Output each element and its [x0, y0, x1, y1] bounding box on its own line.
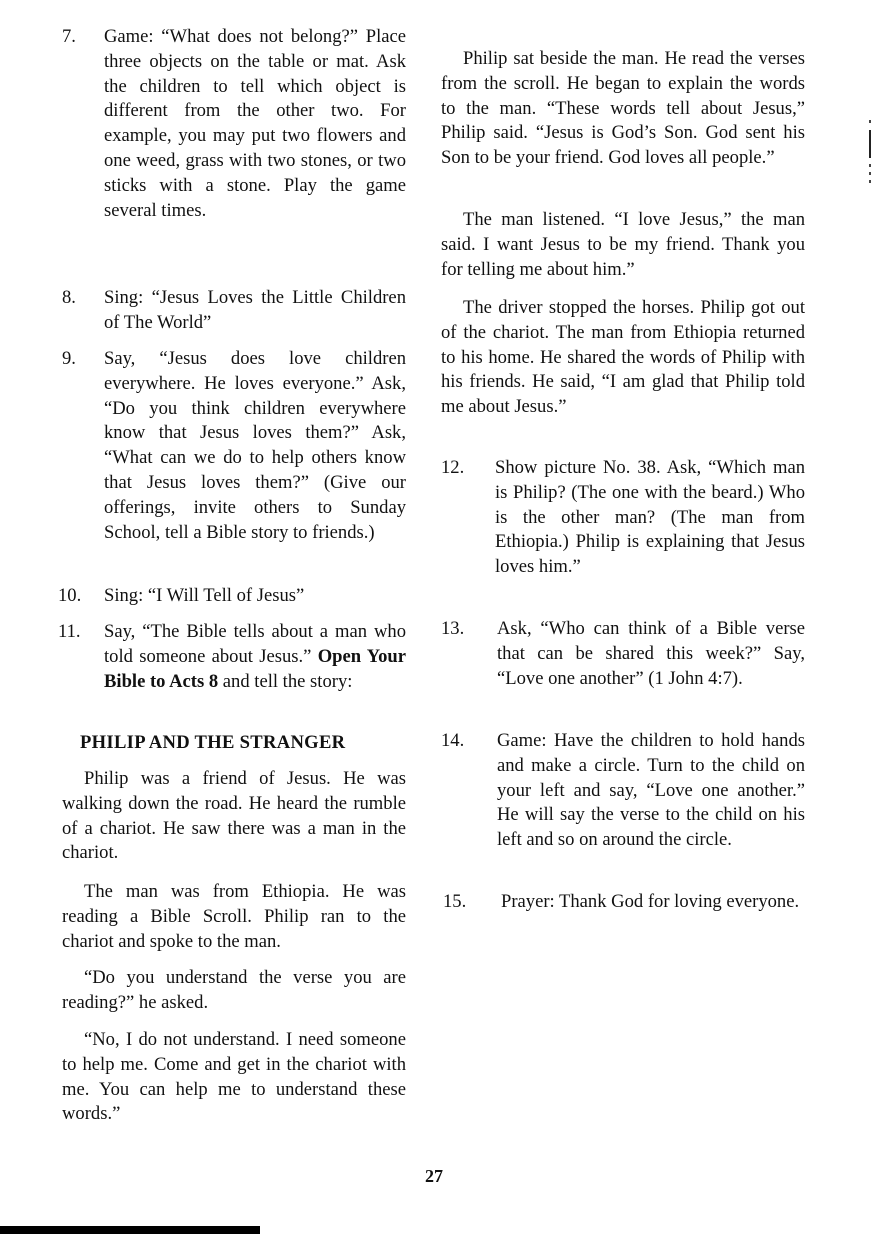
list-item-15 [441, 890, 805, 915]
story-paragraph: “No, I do not understand. I need someone to help me. Come and get in the chariot with me. You can help me to understand these words.” [62, 1029, 406, 1125]
item-text: Prayer: Thank God for loving everyone. [501, 891, 800, 912]
scan-edge-mark [869, 130, 871, 158]
item-number: 15. [443, 891, 467, 912]
story-paragraph: Philip was a friend of Jesus. He was walking down the road. He heard the rumble of a chariot. He saw there was a man in the chariot. [62, 768, 406, 864]
list-item-11 [58, 620, 406, 694]
list-item-12 [441, 456, 805, 580]
list-item-7 [62, 25, 406, 223]
page-number: 27 [425, 1166, 443, 1186]
item-text: Game: “What does not belong?” Place three objects on the table or mat. Ask the children to tell which object is different from the other two. For example, you may put two flowers and one weed, grass with two stones, or two sticks with a stone. Play the game several times. [104, 26, 406, 221]
item-number: 11. [58, 621, 81, 642]
scan-edge-dot [869, 164, 871, 167]
story-paragraph: The man was from Ethiopia. He was reading a Bible Scroll. Philip ran to the chariot and spoke to the man. [62, 881, 406, 952]
story-paragraph: The man listened. “I love Jesus,” the man said. I want Jesus to be my friend. Thank you for telling me about him.” [441, 209, 805, 280]
scan-edge-bar [0, 1226, 260, 1234]
list-item-9 [62, 347, 406, 545]
story-heading: PHILIP AND THE STRANGER [80, 732, 346, 753]
list-item-8 [62, 286, 406, 336]
item-text: Sing: “I Will Tell of Jesus” [104, 585, 305, 606]
item-number: 7. [62, 26, 76, 47]
item-number: 14. [441, 730, 465, 751]
item-text: Game: Have the children to hold hands and make a circle. Turn to the child on your left and say, “Love one another.” He will say the verse to the child on his left and so on around the circle. [497, 730, 805, 851]
story-paragraph: “Do you understand the verse you are reading?” he asked. [62, 967, 406, 1013]
list-item-10 [58, 584, 406, 609]
story-paragraph: The driver stopped the horses. Philip got out of the chariot. The man from Ethiopia returned to his home. He shared the words of Philip with his friends. He said, “I am glad that Philip told me about Jesus.” [441, 297, 805, 418]
scan-edge-dot [869, 172, 871, 175]
item-number: 8. [62, 287, 76, 308]
story-paragraph: Philip sat beside the man. He read the verses from the scroll. He began to explain the words to the man. “These words tell about Jesus,” Philip said. “Jesus is God’s Son. God sent his Son to be your friend. God loves all people.” [441, 48, 805, 169]
item-number: 9. [62, 348, 76, 369]
item-text: Sing: “Jesus Loves the Little Children of The World” [104, 287, 406, 333]
list-item-13 [441, 617, 805, 691]
list-item-14 [441, 729, 805, 853]
item-number: 13. [441, 618, 465, 639]
item-text-part: Say, “The Bible tells about a man who told someone about Jesus.” [104, 621, 406, 667]
item-text-part: and tell the story: [218, 670, 353, 692]
bible-reference: Open Your Bible to Acts 8 [104, 645, 406, 692]
item-number: 12. [441, 457, 465, 478]
item-number: 10. [58, 585, 82, 606]
item-text: Say, “Jesus does love children everywhere. He loves everyone.” Ask, “Do you think children everywhere know that Jesus loves them?” Ask, “What can we do to help others know that Jesus loves them?” (Give our offerings, invite others to Sunday School, tell a Bible story to friends.) [104, 348, 406, 543]
scan-edge-dot [869, 180, 871, 183]
scan-edge-dot [869, 120, 871, 123]
item-text: Ask, “Who can think of a Bible verse that can be shared this week?” Say, “Love one another” (1 John 4:7). [497, 618, 805, 689]
item-text: Show picture No. 38. Ask, “Which man is Philip? (The one with the beard.) Who is the other man? (The man from Ethiopia.) Philip is explaining that Jesus loves him.” [495, 457, 805, 578]
item-text [104, 620, 406, 694]
